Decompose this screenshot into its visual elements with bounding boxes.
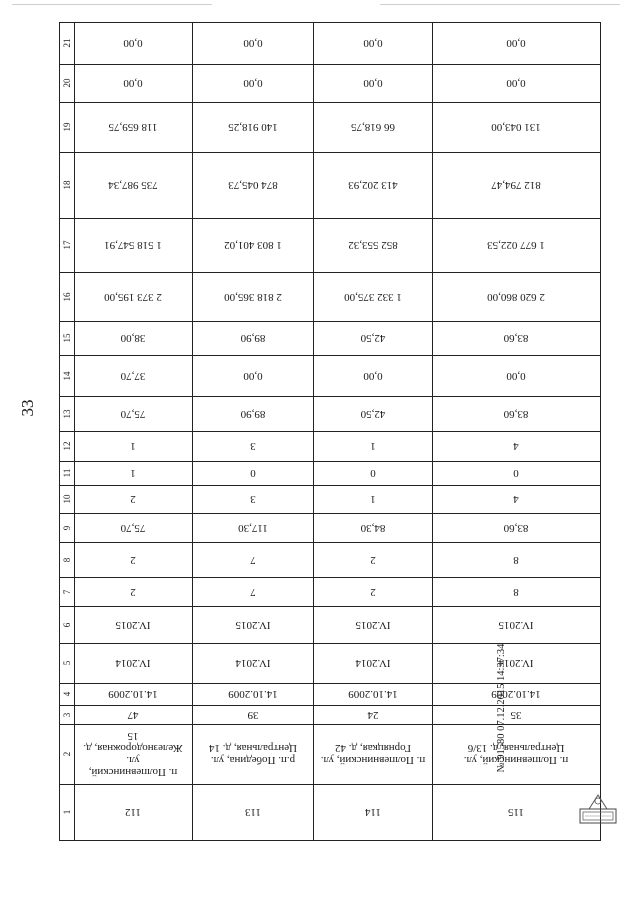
table-cell bbox=[432, 321, 600, 355]
table-cell-value: 1 bbox=[130, 467, 136, 479]
table-cell bbox=[192, 577, 313, 606]
table-cell bbox=[192, 784, 313, 840]
table-cell bbox=[192, 485, 313, 513]
column-number bbox=[59, 22, 74, 64]
column-number bbox=[59, 784, 74, 840]
column-number bbox=[59, 485, 74, 513]
table-cell-value: 66 618,75 bbox=[350, 121, 395, 133]
table-cell-value: 1 bbox=[369, 440, 376, 452]
column-number bbox=[59, 542, 74, 577]
column-number bbox=[59, 683, 74, 705]
table-cell-value: IV.2014 bbox=[235, 657, 270, 669]
table-cell bbox=[313, 784, 432, 840]
table-cell bbox=[313, 22, 432, 64]
table-cell-value: 0,00 bbox=[123, 77, 143, 89]
table-cell bbox=[192, 724, 313, 784]
column-number-label: 5 bbox=[61, 660, 72, 666]
table-cell-value: 2 bbox=[130, 553, 136, 566]
column-number-label: 19 bbox=[61, 122, 72, 132]
table-cell bbox=[432, 396, 600, 431]
table-cell-value: 0,00 bbox=[362, 369, 383, 382]
table-cell-value: 114 bbox=[364, 806, 381, 818]
table-cell bbox=[313, 355, 432, 396]
table-cell bbox=[313, 705, 432, 724]
table-cell-value: 0 bbox=[369, 467, 376, 479]
table-cell-value: 0,00 bbox=[242, 77, 263, 89]
table-cell bbox=[432, 542, 600, 577]
table-border bbox=[59, 22, 601, 23]
column-number-label: 12 bbox=[61, 441, 72, 451]
table-cell-value: п. Полпевнинский, ул. Центральная, д. 13/6 bbox=[463, 742, 569, 766]
column-number-label: 2 bbox=[61, 751, 72, 757]
column-number-label: 18 bbox=[61, 180, 72, 190]
table-border bbox=[59, 705, 601, 706]
table-cell bbox=[432, 355, 600, 396]
column-number-label: 11 bbox=[61, 468, 72, 478]
table-cell bbox=[74, 513, 192, 542]
table-cell bbox=[432, 705, 600, 724]
table-border bbox=[59, 577, 601, 578]
table-cell-value: 1 bbox=[369, 493, 376, 505]
table-cell-value: 47 bbox=[127, 708, 139, 721]
table-cell bbox=[192, 22, 313, 64]
column-number-label: 4 bbox=[61, 691, 72, 697]
table-cell-value: 83,60 bbox=[503, 407, 529, 420]
table-cell-value: 83,60 bbox=[503, 332, 529, 344]
column-number-label: 16 bbox=[61, 292, 72, 301]
column-number-label: 13 bbox=[61, 409, 72, 418]
table-cell-value: 1 bbox=[130, 440, 136, 452]
table-cell-value: IV.2014 bbox=[115, 657, 151, 669]
table-border bbox=[59, 542, 601, 543]
table-cell bbox=[192, 606, 313, 643]
table-cell-value: 24 bbox=[367, 708, 378, 721]
scan-artifact bbox=[380, 4, 620, 5]
table-cell bbox=[192, 396, 313, 431]
column-number-label: 17 bbox=[61, 240, 72, 250]
table-cell-value: IV.2014 bbox=[498, 657, 534, 669]
table-cell bbox=[313, 542, 432, 577]
column-number bbox=[59, 272, 74, 321]
table-cell-value: 0,00 bbox=[506, 77, 526, 89]
table-cell-value: 140 918,25 bbox=[227, 121, 278, 133]
table-cell-value: 7 bbox=[249, 553, 256, 566]
column-number bbox=[59, 64, 74, 102]
table-cell-value: 4 bbox=[513, 440, 519, 452]
column-number bbox=[59, 577, 74, 606]
table-cell-value: 735 987,34 bbox=[108, 179, 158, 191]
table-cell-value: 4 bbox=[513, 493, 519, 505]
table-cell bbox=[432, 513, 600, 542]
table-cell-value: 0 bbox=[513, 467, 519, 479]
column-number bbox=[59, 606, 74, 643]
table-cell bbox=[192, 272, 313, 321]
column-number-label: 20 bbox=[61, 78, 72, 88]
table-cell-value: 112 bbox=[124, 806, 142, 818]
column-number bbox=[59, 102, 74, 152]
table-border bbox=[59, 321, 601, 322]
table-cell bbox=[432, 606, 600, 643]
table-cell-value: 1 803 401,02 bbox=[223, 239, 282, 251]
table-cell-value: 0,00 bbox=[242, 369, 263, 382]
table-cell bbox=[192, 431, 313, 461]
table-cell-value: п. Полпевнинский, ул. Железнодорожная, д. 15 bbox=[83, 730, 183, 778]
table-cell-value: 0,00 bbox=[123, 37, 143, 49]
column-number-label: 10 bbox=[61, 494, 72, 504]
stamp-logo-icon bbox=[577, 789, 619, 827]
table-cell bbox=[313, 485, 432, 513]
column-number-label: 9 bbox=[61, 525, 72, 530]
table-cell bbox=[74, 272, 192, 321]
table-border bbox=[59, 643, 601, 644]
table-cell bbox=[313, 272, 432, 321]
table-cell-value: 37,70 bbox=[120, 369, 146, 382]
table-cell-value: 8 bbox=[513, 553, 519, 566]
table-cell-value: 39 bbox=[247, 708, 258, 721]
table-cell-value: 0,00 bbox=[362, 77, 383, 89]
table-cell bbox=[74, 461, 192, 485]
table-cell bbox=[313, 102, 432, 152]
table-cell-value: 42,50 bbox=[360, 332, 385, 344]
table-cell bbox=[192, 542, 313, 577]
table-cell bbox=[74, 152, 192, 218]
table-cell bbox=[313, 643, 432, 683]
column-number-label: 15 bbox=[61, 333, 72, 343]
table-border bbox=[59, 355, 601, 356]
column-number bbox=[59, 513, 74, 542]
table-cell-value: 0,00 bbox=[506, 369, 526, 382]
table-cell bbox=[313, 431, 432, 461]
table-cell bbox=[192, 643, 313, 683]
table-border bbox=[59, 431, 601, 432]
table-cell-value: 0,00 bbox=[506, 37, 526, 49]
table-cell-value: 42,50 bbox=[360, 407, 385, 420]
table-cell-value: 75,70 bbox=[120, 521, 146, 534]
table-cell-value: IV.2015 bbox=[235, 618, 270, 631]
column-number bbox=[59, 218, 74, 272]
table-cell-value: 2 bbox=[369, 585, 376, 598]
table-border bbox=[59, 784, 601, 785]
column-number bbox=[59, 431, 74, 461]
table-cell-value: 14.10.2009 bbox=[227, 688, 278, 700]
column-number-label: 8 bbox=[61, 557, 72, 562]
table-cell bbox=[432, 461, 600, 485]
table-cell-value: 38,00 bbox=[120, 332, 146, 344]
table-cell bbox=[432, 22, 600, 64]
table-cell bbox=[74, 431, 192, 461]
table-border bbox=[59, 64, 601, 65]
table-cell-value: 874 045,73 bbox=[227, 179, 278, 191]
table-border bbox=[59, 102, 601, 103]
table-cell-value: 0 bbox=[249, 467, 256, 479]
table-cell bbox=[432, 431, 600, 461]
table-cell bbox=[74, 102, 192, 152]
table-cell bbox=[432, 577, 600, 606]
table-border bbox=[59, 840, 601, 841]
table-cell-value: 113 bbox=[244, 806, 261, 818]
table-cell-value: 14.10.2009 bbox=[108, 688, 158, 700]
column-number bbox=[59, 152, 74, 218]
table-cell bbox=[192, 705, 313, 724]
table-cell-value: 2 bbox=[130, 585, 136, 598]
footer-record-number: № 91580 07.12.2015 14:37:34 bbox=[496, 643, 507, 773]
table-cell bbox=[192, 102, 313, 152]
table-cell bbox=[313, 321, 432, 355]
table-cell-value: 1 518 547,91 bbox=[104, 239, 162, 251]
column-number-label: 14 bbox=[61, 371, 72, 380]
table-cell bbox=[313, 513, 432, 542]
table-border bbox=[59, 606, 601, 607]
table-cell bbox=[192, 683, 313, 705]
table-cell-value: 852 553,32 bbox=[347, 239, 398, 251]
table-cell-value: 1 677 022,53 bbox=[487, 239, 545, 251]
table-cell-value: 8 bbox=[513, 585, 519, 598]
table-cell bbox=[432, 683, 600, 705]
table-cell bbox=[74, 542, 192, 577]
table-cell bbox=[313, 396, 432, 431]
table-cell-value: 2 373 195,00 bbox=[104, 290, 162, 303]
table-cell bbox=[192, 321, 313, 355]
table-cell bbox=[192, 513, 313, 542]
table-cell-value: 0,00 bbox=[242, 37, 263, 49]
table-cell bbox=[313, 218, 432, 272]
scan-artifact bbox=[12, 4, 212, 5]
table-cell bbox=[74, 606, 192, 643]
table-cell bbox=[74, 396, 192, 431]
table-cell-value: 413 202,93 bbox=[347, 179, 398, 191]
table-cell-value: IV.2015 bbox=[498, 618, 534, 631]
table-cell bbox=[74, 64, 192, 102]
table-cell bbox=[432, 102, 600, 152]
table-cell-value: 75,70 bbox=[120, 407, 146, 420]
table-cell bbox=[313, 606, 432, 643]
table-cell-value: 2 bbox=[369, 553, 376, 566]
table-cell bbox=[74, 22, 192, 64]
table-cell-value: 117,30 bbox=[237, 521, 268, 534]
table-cell-value: 3 bbox=[249, 440, 256, 452]
table-border bbox=[59, 152, 601, 153]
column-number-label: 7 bbox=[61, 589, 72, 594]
table-cell bbox=[432, 272, 600, 321]
table-cell-value: 115 bbox=[507, 806, 525, 818]
table-cell-value: 131 043,00 bbox=[491, 121, 541, 133]
table-cell bbox=[192, 355, 313, 396]
table-cell bbox=[74, 683, 192, 705]
table-cell-value: р.п. Победина, ул. Центральная, д. 14 bbox=[208, 742, 297, 766]
table-cell-value: 0,00 bbox=[362, 37, 383, 49]
column-number-label: 1 bbox=[61, 809, 72, 815]
table-cell-value: 35 bbox=[510, 708, 522, 721]
column-number bbox=[59, 396, 74, 431]
table-border bbox=[59, 485, 601, 486]
table-cell-value: 118 659,75 bbox=[108, 121, 158, 133]
table-cell bbox=[74, 485, 192, 513]
column-number bbox=[59, 705, 74, 724]
table-cell bbox=[432, 643, 600, 683]
column-number bbox=[59, 643, 74, 683]
table-cell-value: 2 620 860,00 bbox=[487, 290, 545, 303]
table-cell bbox=[74, 784, 192, 840]
table-cell bbox=[313, 724, 432, 784]
table-border bbox=[59, 218, 601, 219]
column-number-label: 6 bbox=[61, 622, 72, 627]
table-cell-value: 14.10.2009 bbox=[491, 688, 541, 700]
table-cell bbox=[192, 64, 313, 102]
table-border bbox=[59, 683, 601, 684]
table-cell-value: IV.2015 bbox=[355, 618, 390, 631]
table-cell bbox=[192, 152, 313, 218]
table-cell bbox=[313, 683, 432, 705]
table-cell-value: IV.2015 bbox=[115, 618, 151, 631]
column-number-label: 21 bbox=[61, 38, 72, 48]
table-cell bbox=[74, 577, 192, 606]
table-border bbox=[59, 396, 601, 397]
table-cell-value: 2 bbox=[130, 493, 136, 505]
table-cell-value: 83,60 bbox=[503, 521, 529, 534]
column-number bbox=[59, 355, 74, 396]
table-cell bbox=[432, 724, 600, 784]
table-cell bbox=[74, 643, 192, 683]
table-cell bbox=[313, 64, 432, 102]
table-cell bbox=[313, 461, 432, 485]
column-number bbox=[59, 461, 74, 485]
table-cell-value: 89,90 bbox=[240, 332, 265, 344]
table-cell bbox=[432, 64, 600, 102]
table-border bbox=[59, 461, 601, 462]
table-cell-value: 1 332 375,00 bbox=[343, 290, 402, 303]
table-cell bbox=[432, 784, 600, 840]
table-cell-value: 7 bbox=[249, 585, 256, 598]
table-cell bbox=[74, 218, 192, 272]
column-number bbox=[59, 724, 74, 784]
table-border bbox=[59, 724, 601, 725]
table-cell bbox=[192, 218, 313, 272]
table-border bbox=[59, 272, 601, 273]
table-cell-value: 84,30 bbox=[360, 521, 385, 534]
table-cell bbox=[74, 321, 192, 355]
table-cell-value: 2 818 365,00 bbox=[223, 290, 282, 303]
table-cell bbox=[313, 577, 432, 606]
table-cell bbox=[74, 355, 192, 396]
table-border bbox=[59, 513, 601, 514]
table-cell-value: 3 bbox=[249, 493, 256, 505]
column-number-label: 3 bbox=[61, 712, 72, 717]
table-cell bbox=[74, 724, 192, 784]
table-cell-value: 89,90 bbox=[240, 407, 265, 420]
table-cell bbox=[432, 152, 600, 218]
table-cell bbox=[313, 152, 432, 218]
table-cell-value: IV.2014 bbox=[355, 657, 390, 669]
table-cell-value: п. Полпевнинский, ул. Горняцкая, д. 42 bbox=[320, 742, 425, 766]
table-cell-value: 812 794,47 bbox=[491, 179, 541, 191]
table-cell bbox=[432, 485, 600, 513]
table-cell bbox=[432, 218, 600, 272]
page-number: 33 bbox=[18, 399, 37, 417]
table-cell bbox=[192, 461, 313, 485]
table-cell bbox=[74, 705, 192, 724]
column-number bbox=[59, 321, 74, 355]
table-cell-value: 14.10.2009 bbox=[347, 688, 398, 700]
